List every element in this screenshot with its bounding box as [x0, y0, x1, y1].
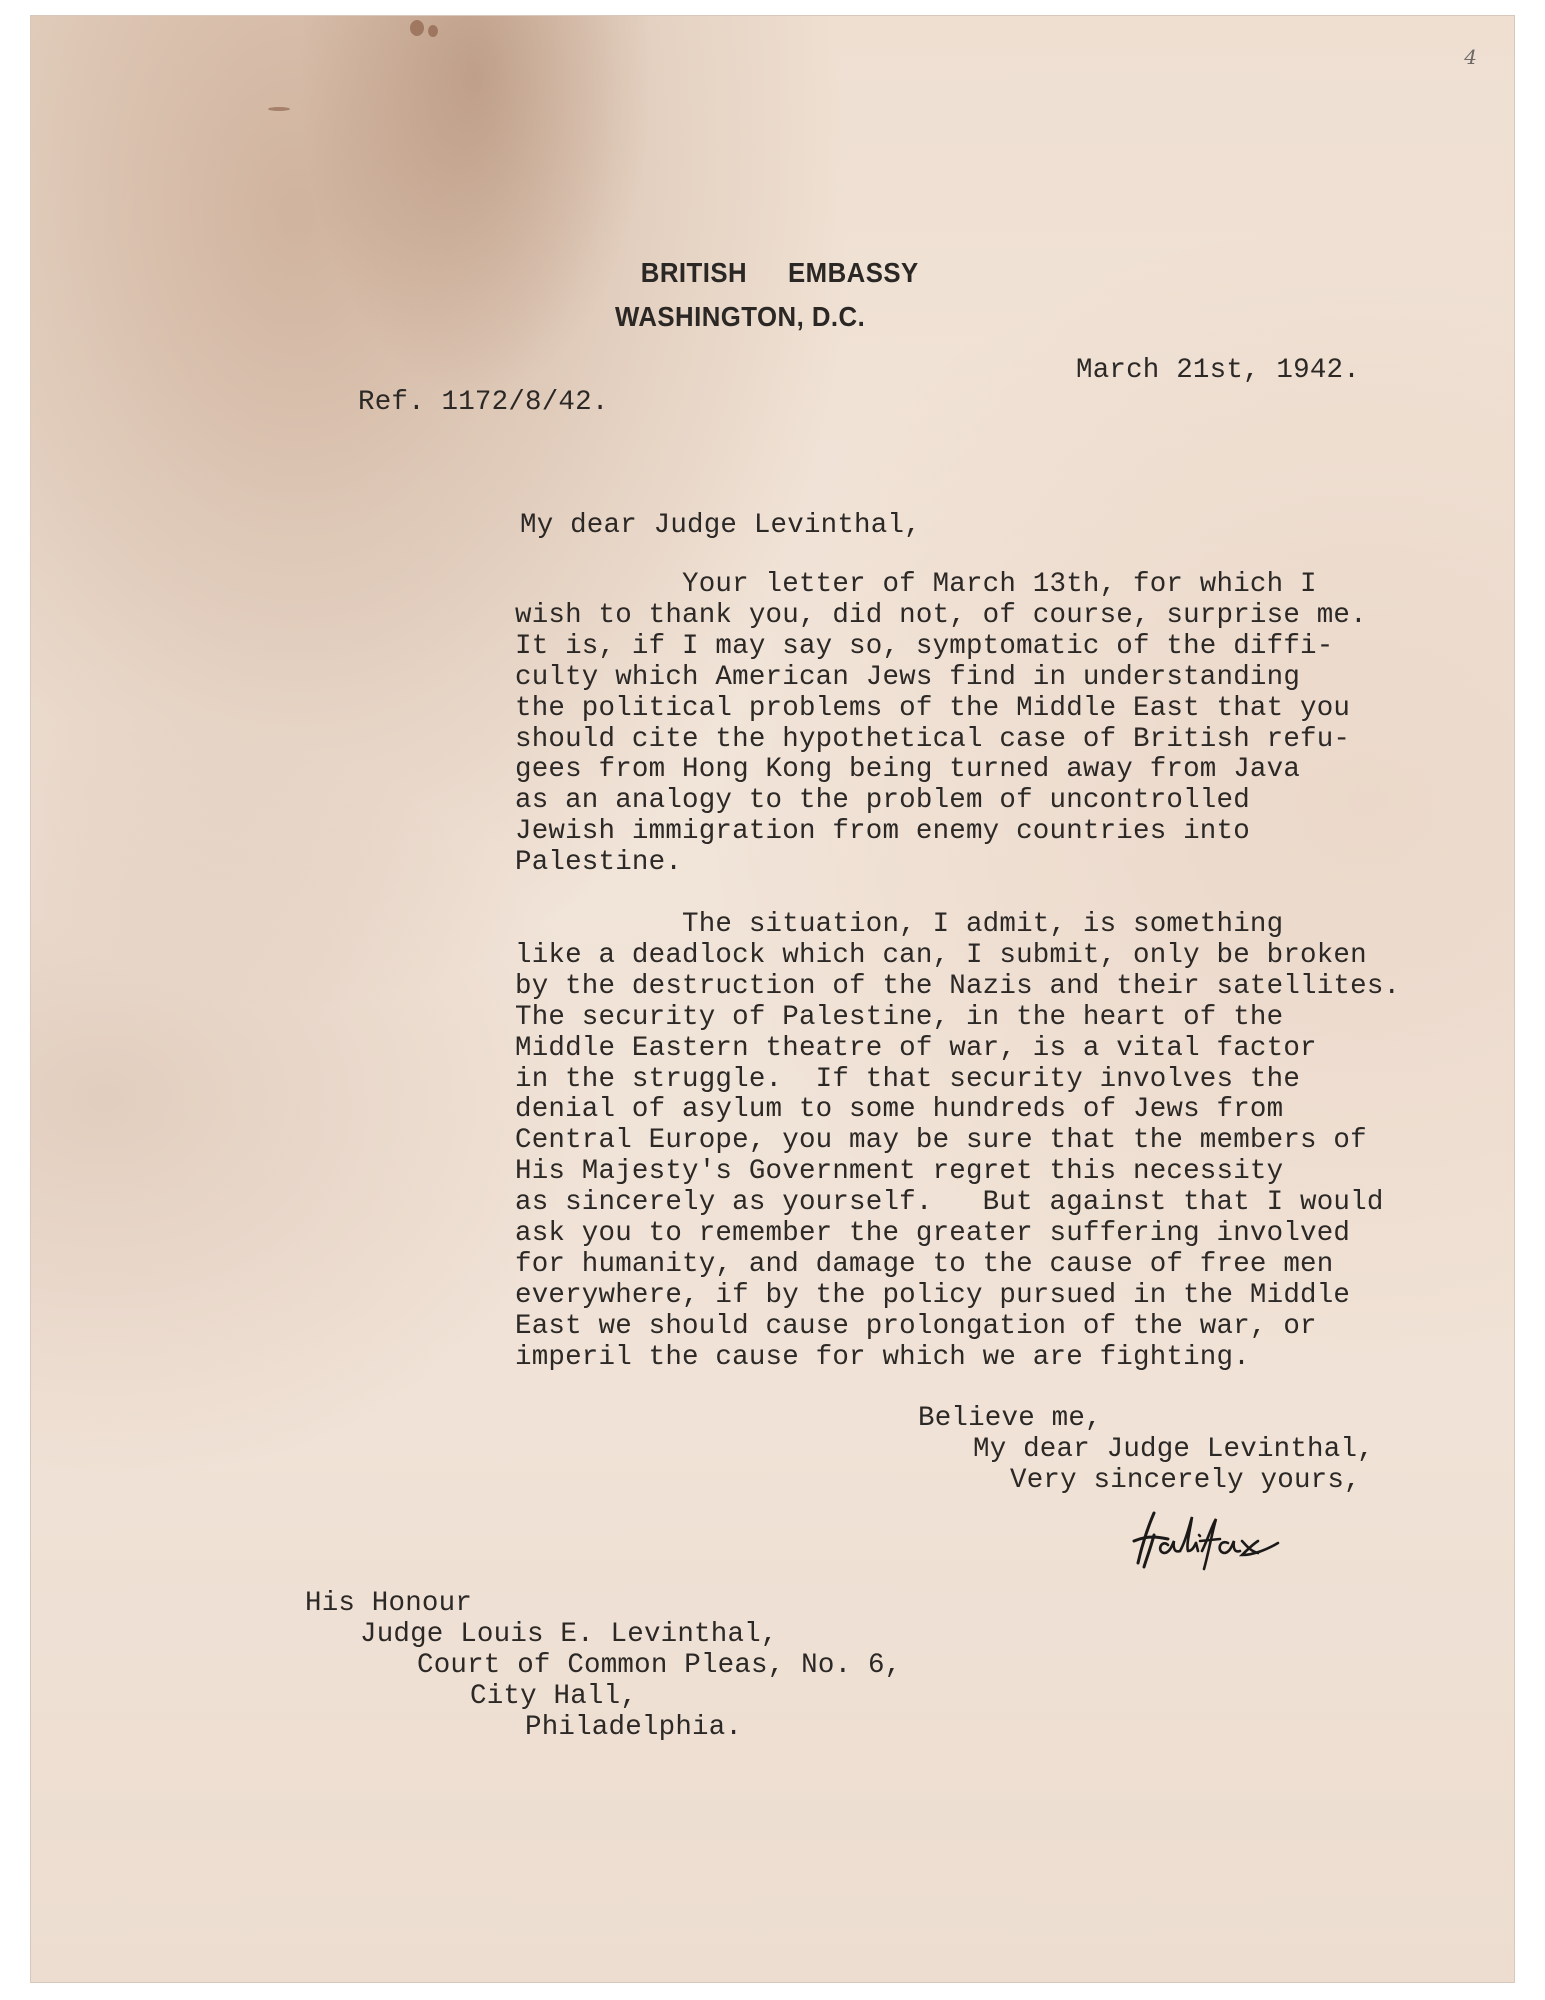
paragraph-line: It is, if I may say so, symptomatic of the diffi- — [515, 630, 1334, 662]
paragraph-line: the political problems of the Middle East that you — [515, 692, 1351, 724]
paragraph-line: should cite the hypothetical case of British refu- — [515, 723, 1351, 755]
paragraph-line: Palestine. — [515, 847, 683, 879]
paragraph-line: imperil the cause for which we are fighting. — [515, 1341, 1250, 1373]
paragraph-line: denial of asylum to some hundreds of Jews from — [515, 1094, 1284, 1126]
reference-number: Ref. 1172/8/42. — [358, 387, 609, 418]
body-paragraph-2 — [515, 910, 1400, 1374]
address-line: City Hall, — [470, 1681, 638, 1712]
letter-sheet — [30, 15, 1515, 1983]
body-paragraph-1 — [515, 570, 1367, 879]
page-number: 4 — [1464, 45, 1477, 69]
closing — [918, 1403, 1374, 1496]
paragraph-line: for humanity, and damage to the cause of free men — [515, 1248, 1334, 1280]
closing-line: Very sincerely yours, — [1010, 1465, 1361, 1496]
paragraph-line: Your letter of March 13th, for which I — [515, 569, 1317, 600]
ink-stain — [268, 107, 290, 111]
ink-stain — [410, 20, 424, 36]
paragraph-line: wish to thank you, did not, of course, surprise me. — [515, 599, 1367, 631]
salutation: My dear Judge Levinthal, — [520, 510, 921, 541]
paragraph-line: everywhere, if by the policy pursued in the Middle — [515, 1279, 1351, 1311]
paragraph-line: East we should cause prolongation of the war, or — [515, 1310, 1317, 1342]
paragraph-line: His Majesty's Government regret this necessity — [515, 1156, 1284, 1188]
paragraph-line: The security of Palestine, in the heart of the — [515, 1001, 1284, 1033]
closing-line: Believe me, — [918, 1403, 1102, 1434]
paragraph-line: Central Europe, you may be sure that the members of — [515, 1125, 1367, 1157]
paragraph-line: gees from Hong Kong being turned away from Java — [515, 754, 1301, 786]
paragraph-line: culty which American Jews find in understanding — [515, 661, 1301, 693]
paragraph-line: as sincerely as yourself. But against that I would — [515, 1187, 1384, 1219]
paragraph-line: Jewish immigration from enemy countries into — [515, 816, 1250, 848]
address-line: Philadelphia. — [525, 1712, 743, 1743]
address-line: Judge Louis E. Levinthal, — [360, 1619, 778, 1650]
paragraph-line: The situation, I admit, is something — [515, 909, 1284, 940]
paragraph-line: ask you to remember the greater suffering involved — [515, 1218, 1351, 1250]
paragraph-line: in the struggle. If that security involves the — [515, 1063, 1301, 1095]
letterhead-city: WASHINGTON, D.C. — [615, 301, 866, 332]
paragraph-line: as an analogy to the problem of uncontrolled — [515, 785, 1250, 817]
ink-stain — [428, 25, 438, 37]
closing-line: My dear Judge Levinthal, — [973, 1434, 1374, 1465]
paragraph-line: like a deadlock which can, I submit, only be broken — [515, 939, 1367, 971]
recipient-address — [305, 1588, 901, 1743]
letterhead-embassy: BRITISH EMBASSY — [640, 257, 919, 288]
address-line: Court of Common Pleas, No. 6, — [417, 1650, 902, 1681]
handwritten-signature — [1128, 1505, 1308, 1575]
paragraph-line: by the destruction of the Nazis and their satellites. — [515, 970, 1401, 1002]
letterhead — [615, 251, 919, 339]
address-line: His Honour — [305, 1588, 473, 1619]
paragraph-line: Middle Eastern theatre of war, is a vital factor — [515, 1032, 1317, 1064]
letter-date: March 21st, 1942. — [1076, 355, 1360, 386]
